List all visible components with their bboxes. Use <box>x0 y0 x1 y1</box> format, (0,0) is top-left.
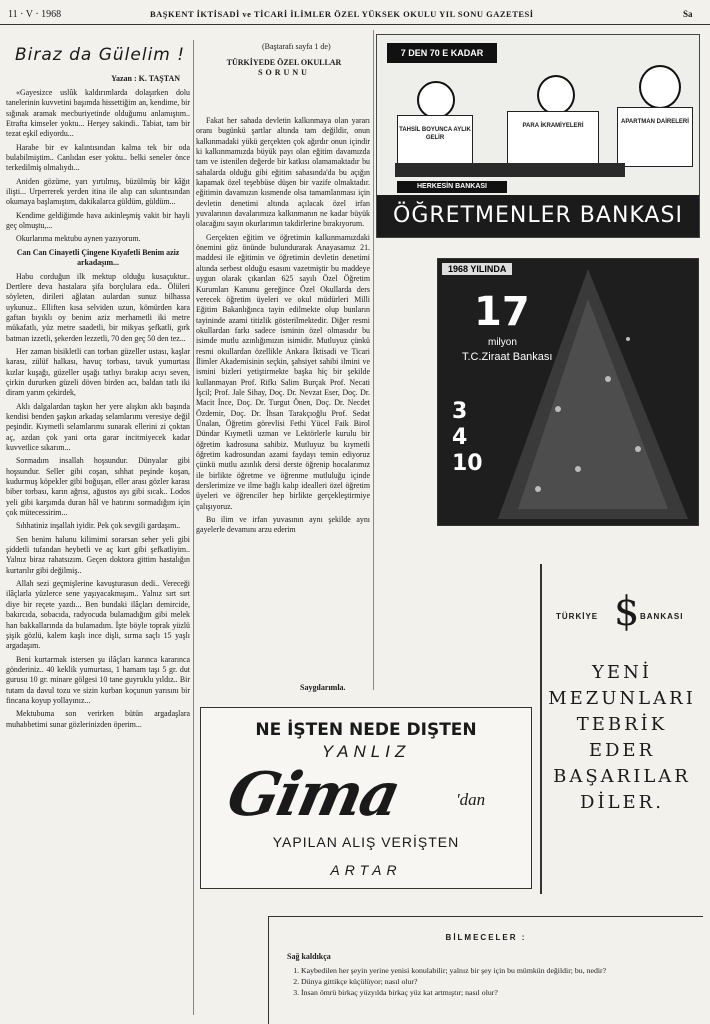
paragraph: Aniden gözüme, yarı yırtılmış, büzülmüş bir kâğıt ilişti... Urperrerek yerden itina ile alıp can sıkıntısından okumaya başlamıştım, dakikalarca güldüm, güldüm... <box>6 176 190 207</box>
ad-line: ARTAR <box>330 862 402 878</box>
column-divider <box>373 30 374 690</box>
ogretmenler-bankasi-ad <box>376 34 700 238</box>
newspaper-illustration: TAHSİL BOYUNCA AYLIK GELİR <box>397 115 473 167</box>
page-number: Sa <box>683 9 693 19</box>
paragraph: Sen benim halunu kilimimi sorarsan seher yeli gibi şiddetli tufandan heybetli ve aç kurt gibi şefkatliyim.. Yalnız biraz rahatsızım. Geçen doktora gittim hastalığın kurtarılır gibi değilmiş.. <box>6 534 190 575</box>
paragraph: Sıhhatiniz inşallah iyidir. Pek çok sevgili gardaşım.. <box>16 521 181 531</box>
man-face-illustration <box>639 65 681 109</box>
column-divider <box>193 40 194 1015</box>
paragraph: Sormadım insallah hoşsundur. Dünyalar gibi hoşsundur. Seller gibi coşan, sıhhat peşinde koşan, kudurmuş köpekler gibi boğuşan, eller arası gözler karası biber torbası, karın ağrısı, ağustos ayı gibi sıcak.. Lodos yeli gibi karşımda duran hâl ve hatırını sormadığım için çok mütecessirim... <box>6 456 190 518</box>
paragraph: Beni kurtarmak istersen şu ilâçları karınca kararınca gönderiniz.. 40 keklik yumurtası, 1 hamam taşı 5 gr. dut gurusu 10 gr. minare gölgesi 10 tane guyruklu yıldız.. Bir tutam da davul tozu ve sizin kurban koçunun yarısını bir fincana koyup yollayınız... <box>6 654 190 705</box>
ad-suffix: 'dan <box>456 790 486 809</box>
paragraph: Her zaman bisikletli can torban güzeller ustası, kaşlar karası, zülüf halkası, havuç torbası, tavuk yumurtası kızlar kuşağı, güzeller uşağı tatlıyı bırakıp acıyı seven, çirkin dururken güzeli döven birden acı, baldan tatlı iki diram yarım çekirdek, <box>6 346 190 398</box>
article-body-ozel-okullar <box>196 116 370 696</box>
ad-message-line: DİLER. <box>580 792 664 813</box>
article-title: Biraz da Gülelim ! <box>15 45 186 65</box>
title-line: SORUNU <box>258 68 310 77</box>
ad-message-line: EDER <box>588 740 656 761</box>
ad-message-line: YENİ <box>592 662 652 683</box>
draw-digit: 3 <box>452 399 468 424</box>
ad-message-line: TEBRİK <box>576 714 668 735</box>
list-item: 3. İnsan ömrü birkaç yüzyılda birkaç yüz kat artmıştır; nasıl olur? <box>301 987 701 998</box>
riddles-box <box>268 916 703 1024</box>
title-line: TÜRKİYEDE ÖZEL OKULLAR <box>226 58 342 67</box>
paragraph: Allah sezi geçmişlerine kavuşturasun dedi.. Vereceği ilâçlarla yüzlerce sene yaşıyacakmışım.. Yalnız sırt sırt diye bir reçete yazdı... Ben bundaki ilâçları demircide, bakırcıda, sobacıda, radyocuda bulamadığım gibi melek han bakkallarında da bulamadım. İşte böyle toprak yüzlü şişik gözlü, kalem kaşlı ince dişli, sırma saçlı 15 yaşlı argadaşım. <box>6 579 190 651</box>
child-face-illustration <box>417 81 455 119</box>
newspaper-title: BAŞKENT İKTİSADİ ve TİCARİ İLİMLER ÖZEL YÜKSEK OKULU YIL SONU GAZETESİ <box>150 9 534 19</box>
ad-message-line: BAŞARILAR <box>553 766 691 787</box>
age-range-badge: 7 DEN 70 E KADAR <box>387 43 497 63</box>
paragraph: «Gayesizce uslûk kaldırımlarda dolaşırken dolu tanelerinin kuvvetini başımda hissettiğim an, kendime, bir sığınak aramak mecburiyetinde olduğumu anlamıştım.. Etrafta kimseler yoktu... Herşey sakindi.. Tabiat, tam bir tezat eşkil ediyordu... <box>6 88 190 139</box>
bank-name: T.C.Ziraat Bankası <box>462 351 553 363</box>
is-bankasi-logo-icon: $ <box>614 589 640 635</box>
paragraph: Kendime geldiğimde hava aıkinleşmiş vakit bir hayli geç olmuştu,... <box>6 210 190 231</box>
article-author: Yazan : K. TAŞTAN <box>111 74 180 83</box>
riddles-list <box>287 965 701 998</box>
paragraph: Okurlarıma mektubu aynen yazıyorum. <box>16 234 141 244</box>
draw-digit: 4 <box>452 425 468 450</box>
newspaper-illustration: APARTMAN DAİRELERİ <box>617 107 693 167</box>
list-item: 1. Kaybedilen her şeyin yerine yenisi konulabilir; yalnız bir şey için bu mümkün değildir; bu, nedir? <box>301 965 701 976</box>
ad-line: YANLIZ <box>321 742 411 761</box>
is-bankasi-ad <box>540 564 702 894</box>
ziraat-bankasi-ad <box>437 258 699 526</box>
draw-digit: 10 <box>452 451 483 476</box>
amount-unit: milyon <box>488 337 517 348</box>
paragraph: Habu corduğun ilk mektup olduğu kusaçuktur.. Dertlere deva hastalara şifa borçlulara eda.. Ölüleri söyleten, dirileri ağlatan aulardan sunuz bilhassa uykunuz.. Elliften kısa selviden uzun, kömürden kara gaftan bıyıklı oy benim aziz merhametli iki metre mükafatlı, yüz metre saadetli, bir mikyas şefkatli, gırk batman izzetli, şekerden lezzetli, 70 den geç 50 den tez... <box>6 271 190 343</box>
bank-name-right: BANKASI <box>640 612 684 621</box>
continued-note: (Baştarafı sayfa 1 de) <box>262 42 331 51</box>
riddles-subtitle: Sağ kaldıkça <box>287 952 331 961</box>
paragraph: Gerçekten eğitim ve öğretimin kalkınmamızdaki önemini göz önünde bulundurarak Anayasamız 21. maddesi ile eğitimin ve öğretimin devletin denetimi altında serbest olduğu esasını vazetmiştir bu maddeye uygun olarak çıkarılan 625 sayılı Özel Öğretim Kurumları Kanunu gereğince Özel Okullarda ders verecek öğretim üyeleri ve okul müdürleri Milli Eğitim Bakanlığınca tayin edilmekte olup bunların tayininde azami titizlik gösterilmektedir. Diğer resmi okullardan farkı sadece isminin özel olmasıdır bu isimde mutlu azınlığımızın isimidir. Mutluyuz çünkü resmi okullardan özellikle Ankara İktisadi ve Ticari İlimler Akademisinin seçkin, şahsiyet sahibi ilmini ve ismini bizleri yetiştirmekte başka hiç bir şekilde kullanmayan Prof. Rifkı Salim Burçak Prof. Necati İşcil; Prof. Jale Sihay, Doç. Dr. Nevzat Eser, Doç. Dr. Macit İnce, Doç. Dr. Turgut Önen, Doç. Dr. Necdet Özdemir, Doç. Dr. İhsan Tarakçıoğlu Prof. Sedat Ünalan, Öğretim görevlisi Fethi Yücel Faik Birol Dündar Kıymetli uzman ve Lektörlerle kurulu bir öğretim kadrosuna sahibiz. Mutluyuz bu kıymetli öğretim kadrosundan azami faydayı temin ediyoruz çünkü mutlu azınlık dersi derste öğrenip hocalarımız ile birlikte öğretme ve öğrenme mutluluğu içinde derslerimize ve ilme bağlı kalıp idealleri özel öğretim üyeleri ve öğrenciler hep birlikte gerçekleştirmiye çalışıyoruz. <box>196 232 370 511</box>
article-body-gulelim <box>6 88 190 1018</box>
article-title <box>196 58 372 78</box>
bank-name: ÖĞRETMENLER BANKASI <box>377 195 699 237</box>
article-signoff: Saygılarımla. <box>300 683 346 692</box>
gima-ad <box>200 707 532 889</box>
paragraph: Bu ilim ve irfan yuvasının aynı şekilde aynı gayelerle devamını arzu ederim <box>196 515 370 535</box>
ad-slogan: HERKESİN BANKASI <box>397 181 507 193</box>
page-header <box>0 4 710 25</box>
ad-year: 1968 YILINDA <box>442 263 512 275</box>
riddles-title: BİLMECELER : <box>445 933 527 942</box>
bank-name-left: TÜRKİYE <box>556 612 599 621</box>
list-item: 2. Dünya gittikçe küçülüyor; nasıl olur? <box>301 976 701 987</box>
paragraph: Harabe bir ev kalıntısından kalma tek bir oda bulabilmiştim.. Canlıdan eser yoktu.. belki seneler önce terkedilmiş olmalıydı... <box>6 142 190 173</box>
issue-date: 11 · V · 1968 <box>8 9 62 20</box>
ad-line: YAPILAN ALIŞ VERİŞTEN <box>272 834 460 850</box>
paragraph: Fakat her sahada devletin kalkınmaya olan yararı oranı bugünkü şartlar altında tam değildir, onun kalkınmadaki yükü gerçekten çok ağırdır onun içindir ki kalkınmamızda büyük payı olan eğitim davamızda tam ve istenilen değerde bir katkısı olamamaktadır bu sahalarda olduğu gibi eğitim sahasında'da bu açığın kapamak özel teşebbüse düşen bir vazife olmaktadır. eğitimin davamızın kısmende olsa tamamlanması için devletin denetimi altında açılacak özel irfan yuvalarının davalarımıza kalkınmanın ne kadar büyük olacağını sayın okurlarımın takdirlerine bırakıyorum. <box>196 116 370 229</box>
bench-illustration <box>395 163 625 177</box>
paragraph: Mektubuma son verirken bütün argadaşlara muhabbetimi sunar gözlerinizden öperim... <box>6 709 190 729</box>
ad-message-line: MEZUNLARI <box>548 688 696 709</box>
ad-headline: NE İŞTEN NEDE DIŞTEN <box>255 720 477 740</box>
gima-logo: Gima <box>221 760 405 830</box>
newspaper-illustration: PARA İKRAMİYELERİ <box>507 111 599 167</box>
letter-salutation: Can Can Cinayetli Çingene Kıyafetli Benim aziz arkadaşım... <box>16 247 180 268</box>
woman-face-illustration <box>537 75 575 115</box>
prize-amount: 17 <box>474 289 530 335</box>
paragraph: Aklı dalgalardan taşkın her yere alışkın aklı başında kendisi benden şaşkın arkadaş selamlarımı veresiye değil peşindir. Kıymetli selamlarımı sunarak ellerini zi çoktan aç, azdan çok yani orta garar incitmiyecek kadar kuvvetlice sıkarım... <box>6 401 190 452</box>
